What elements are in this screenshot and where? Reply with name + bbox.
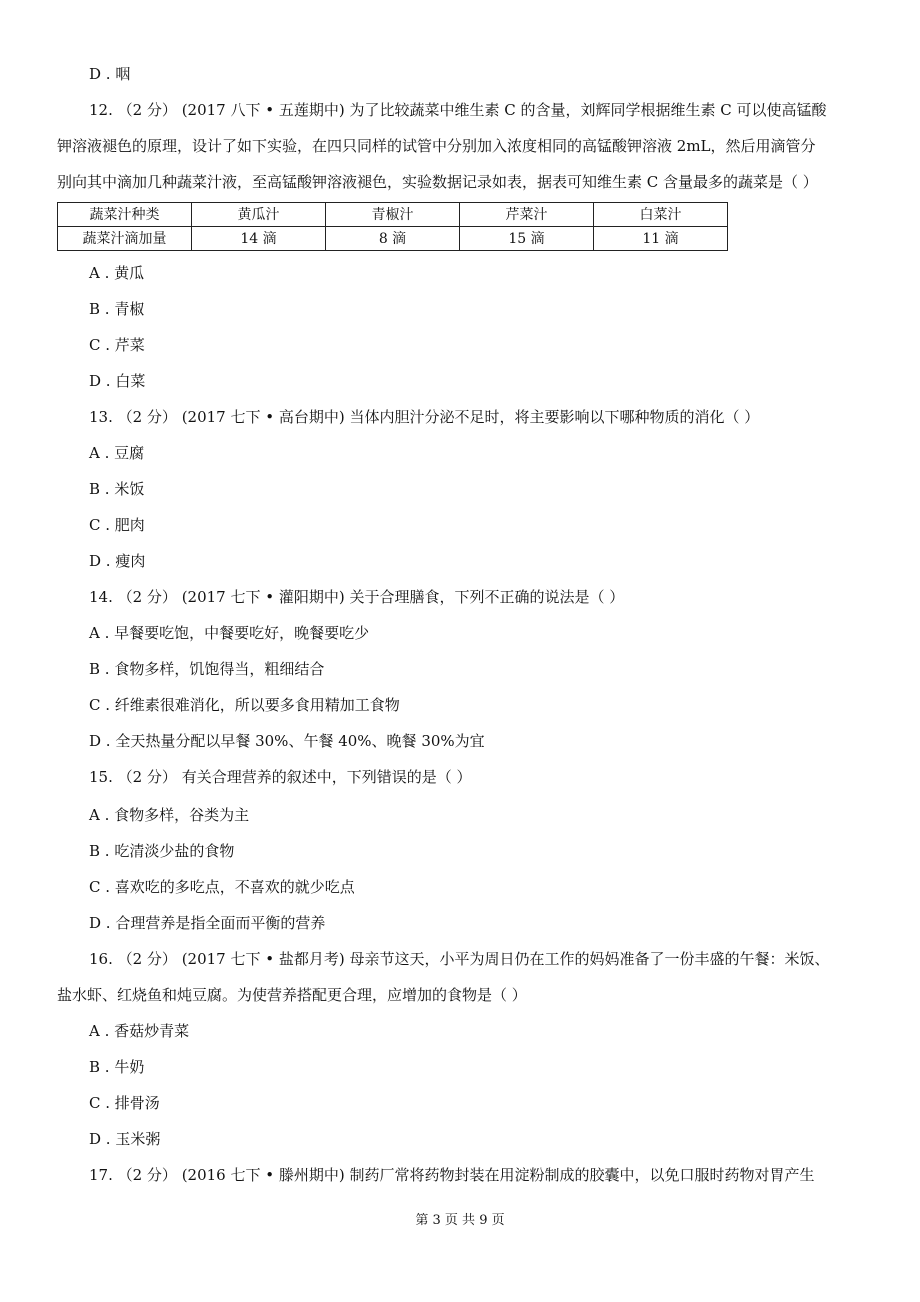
q15-option-b: B . 吃清淡少盐的食物 [89, 842, 235, 860]
q14-option-b: B . 食物多样，饥饱得当，粗细结合 [89, 660, 325, 678]
q14-option-a: A . 早餐要吃饱，中餐要吃好，晚餐要吃少 [89, 624, 370, 642]
table-cell: 14 滴 [192, 227, 326, 251]
page-footer: 第 3 页 共 9 页 [415, 1213, 505, 1228]
table-cell: 蔬菜汁种类 [58, 203, 192, 227]
q13-option-a: A . 豆腐 [89, 444, 145, 462]
table-cell: 8 滴 [326, 227, 460, 251]
q15-option-a: A . 食物多样，谷类为主 [89, 806, 250, 824]
q13-option-c: C . 肥肉 [89, 516, 145, 534]
q15-option-c: C . 喜欢吃的多吃点，不喜欢的就少吃点 [89, 878, 355, 896]
vegetable-juice-table [57, 202, 728, 251]
q13-option-b: B . 米饭 [89, 480, 145, 498]
q11-option-d: D . 咽 [89, 65, 131, 83]
table-cell: 芹菜汁 [460, 203, 594, 227]
q15-option-d: D . 合理营养是指全面而平衡的营养 [89, 914, 326, 932]
q17-stem-line1: 17. （2 分） (2016 七下 • 滕州期中) 制药厂常将药物封装在用淀粉制成的胶囊中，以免口服时药物对胃产生 [89, 1166, 815, 1184]
table-row [58, 227, 728, 251]
table-cell: 白菜汁 [594, 203, 728, 227]
table-cell: 蔬菜汁滴加量 [58, 227, 192, 251]
q12-stem-line3: 别向其中滴加几种蔬菜汁液，至高锰酸钾溶液褪色，实验数据记录如表，据表可知维生素 C 含量最多的蔬菜是（ ） [57, 173, 818, 191]
table-row [58, 203, 728, 227]
q13-stem: 13. （2 分） (2017 七下 • 高台期中) 当体内胆汁分泌不足时，将主要影响以下哪种物质的消化（ ） [89, 408, 760, 426]
q16-stem-line2: 盐水虾、红烧鱼和炖豆腐。为使营养搭配更合理，应增加的食物是（ ） [57, 986, 527, 1004]
q14-option-d: D . 全天热量分配以早餐 30%、午餐 40%、晚餐 30%为宜 [89, 732, 485, 750]
q12-option-c: C . 芹菜 [89, 336, 145, 354]
q12-stem-line2: 钾溶液褪色的原理，设计了如下实验，在四只同样的试管中分别加入浓度相同的高锰酸钾溶液 2mL，然后用滴管分 [57, 137, 816, 155]
q12-stem-line1: 12. （2 分） (2017 八下 • 五莲期中) 为了比较蔬菜中维生素 C 的含量，刘辉同学根据维生素 C 可以使高锰酸 [89, 101, 827, 119]
q12-option-d: D . 白菜 [89, 372, 146, 390]
q13-option-d: D . 瘦肉 [89, 552, 146, 570]
q12-option-b: B . 青椒 [89, 300, 145, 318]
q16-option-b: B . 牛奶 [89, 1058, 145, 1076]
table-cell: 青椒汁 [326, 203, 460, 227]
q14-option-c: C . 纤维素很难消化，所以要多食用精加工食物 [89, 696, 400, 714]
q12-option-a: A . 黄瓜 [89, 264, 145, 282]
q14-stem: 14. （2 分） (2017 七下 • 灌阳期中) 关于合理膳食，下列不正确的说法是（ ） [89, 588, 625, 606]
table-cell: 11 滴 [594, 227, 728, 251]
table-cell: 15 滴 [460, 227, 594, 251]
q16-option-c: C . 排骨汤 [89, 1094, 160, 1112]
table-cell: 黄瓜汁 [192, 203, 326, 227]
q16-option-a: A . 香菇炒青菜 [89, 1022, 190, 1040]
q15-stem: 15. （2 分） 有关合理营养的叙述中，下列错误的是（ ） [89, 768, 472, 786]
q16-stem-line1: 16. （2 分） (2017 七下 • 盐都月考) 母亲节这天，小平为周日仍在工作的妈妈准备了一份丰盛的午餐：米饭、 [89, 950, 830, 968]
q16-option-d: D . 玉米粥 [89, 1130, 161, 1148]
